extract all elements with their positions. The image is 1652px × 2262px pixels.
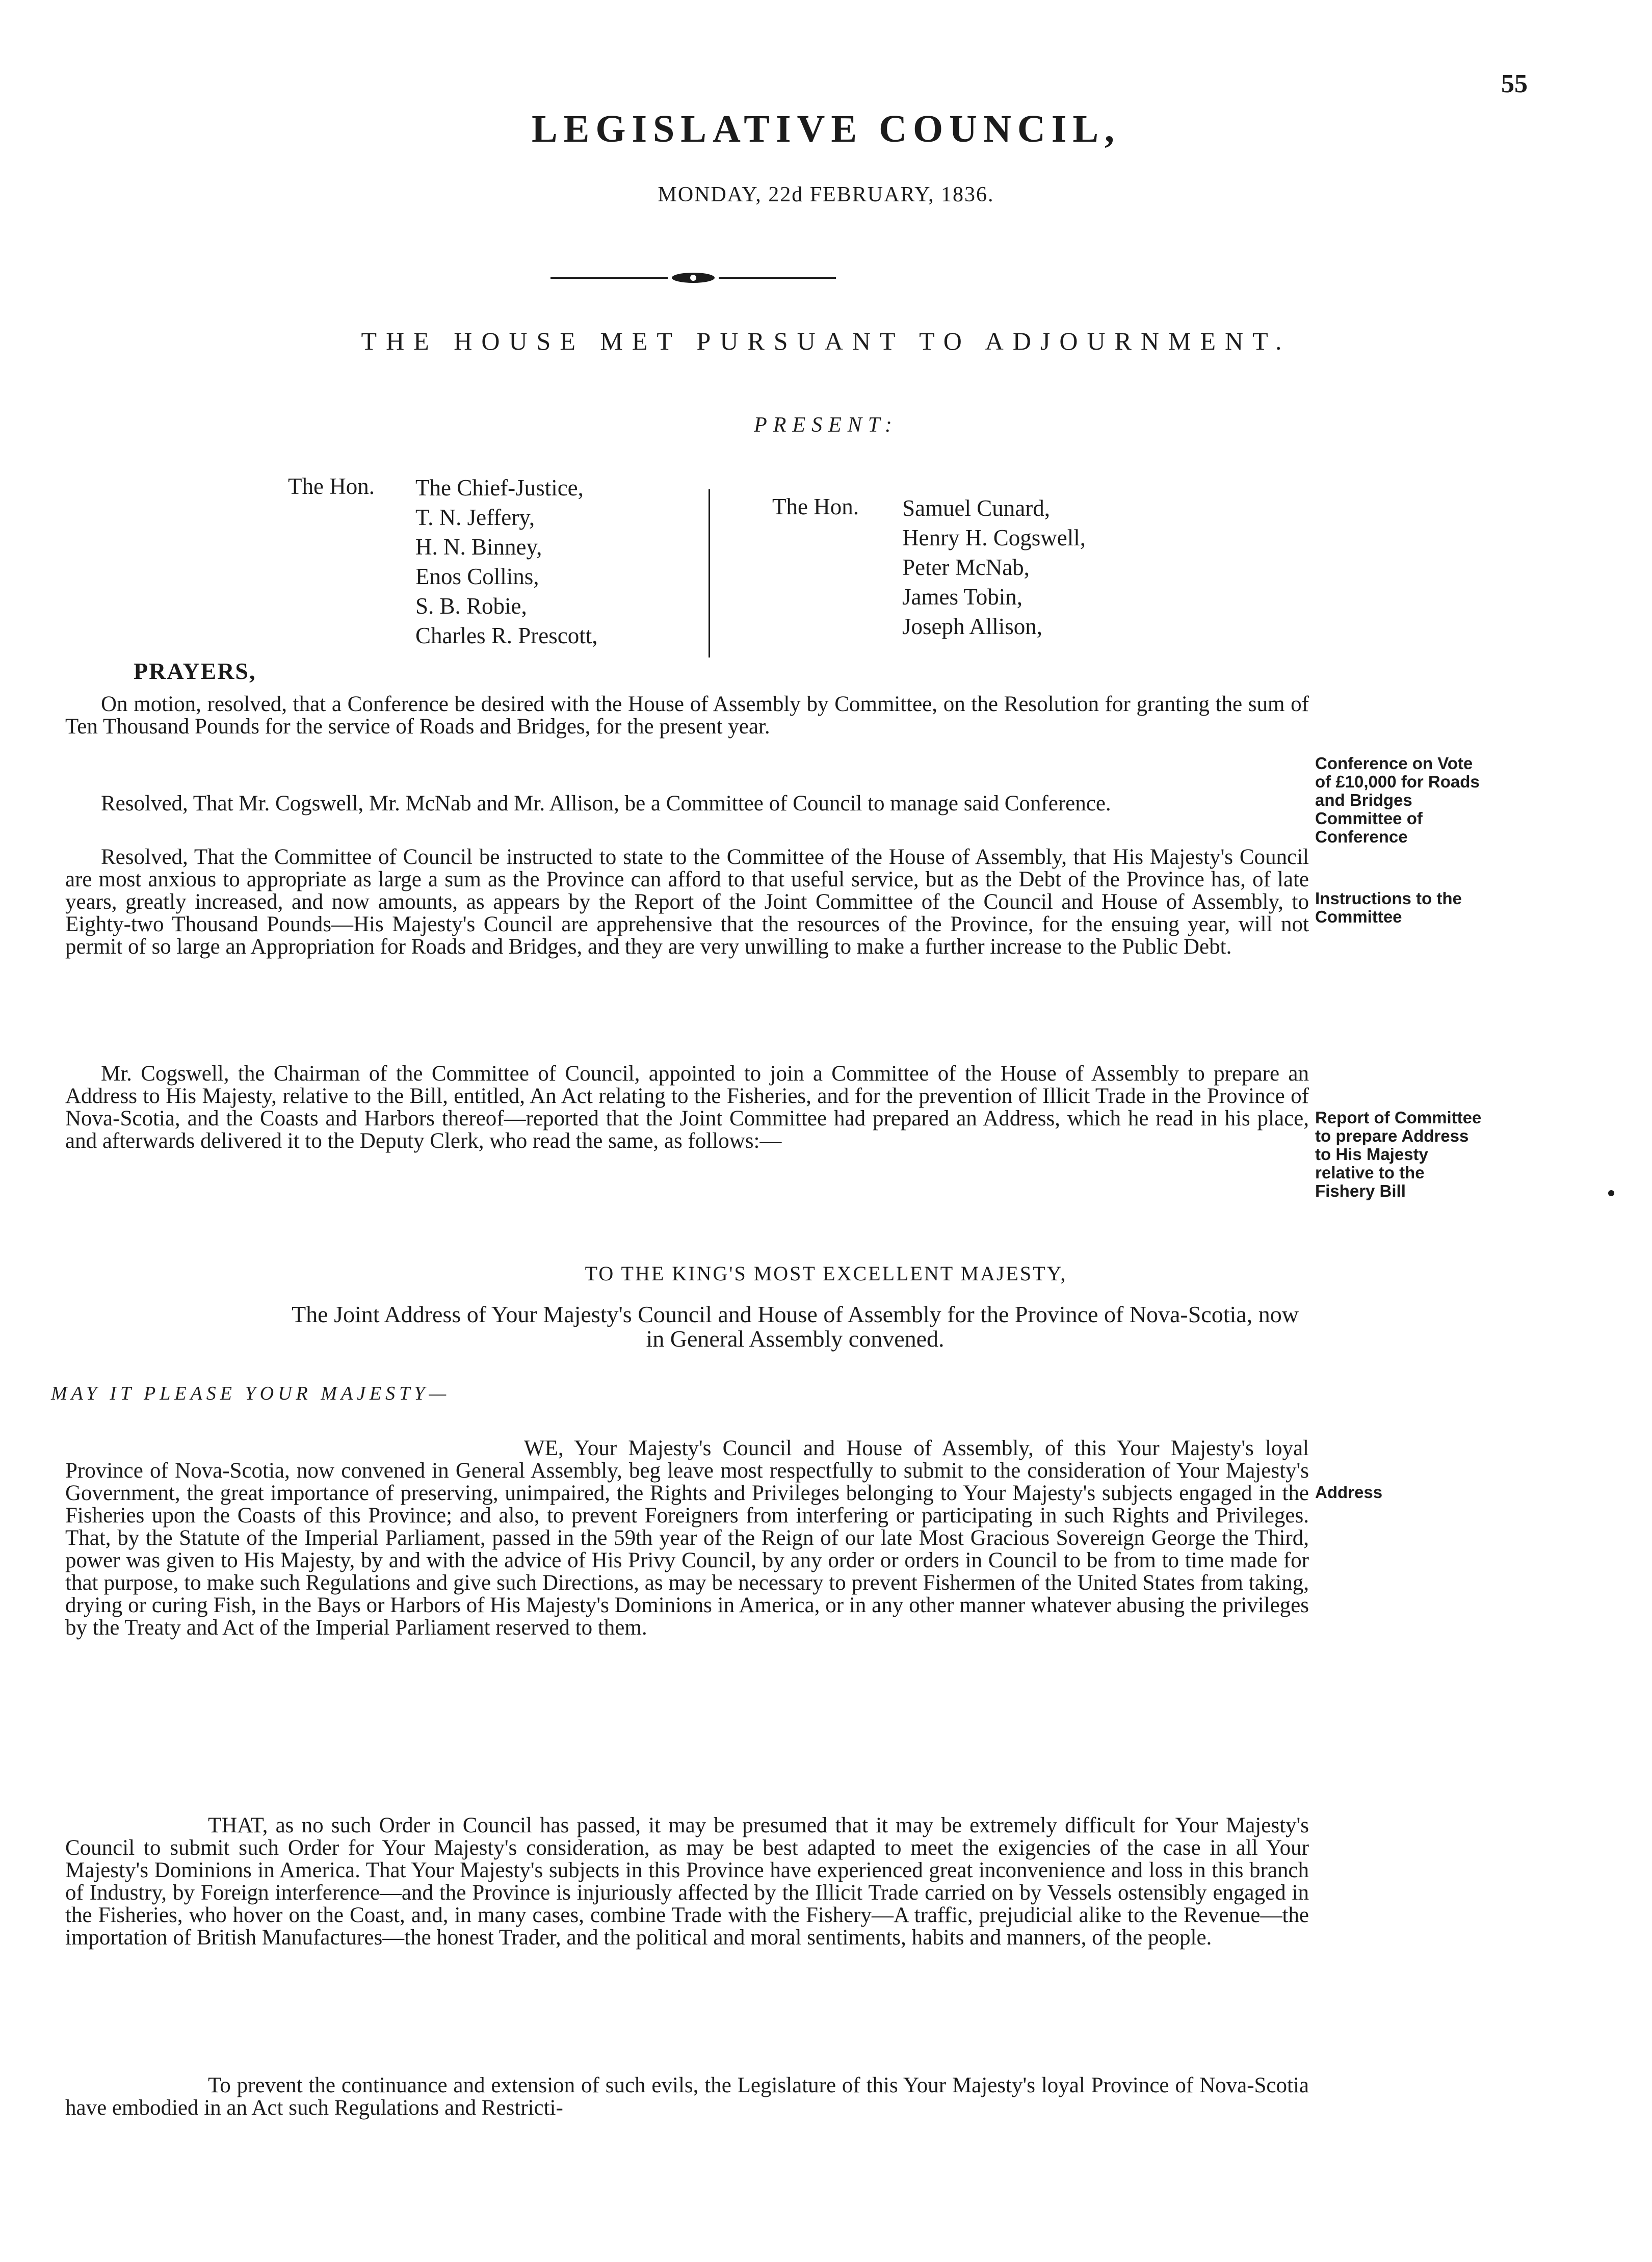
member-name: Charles R. Prescott, bbox=[415, 623, 598, 648]
margin-note-instructions: Instructions to the Committee bbox=[1315, 889, 1462, 926]
member-name: S. B. Robie, bbox=[415, 593, 527, 619]
conference-motion: On motion, resolved, that a Conference be desired with the House of Assembly by Committee, on the Resolution for granting the sum of Ten Thousand Pounds for the service of Roads and Bridges, for the present year. bbox=[65, 692, 1309, 739]
member-name: James Tobin, bbox=[902, 584, 1023, 610]
member-name: Enos Collins, bbox=[415, 564, 539, 589]
member-name: Samuel Cunard, bbox=[902, 495, 1050, 521]
margin-note-report: Report of Committee to prepare Address to His Majesty relative to the Fishery Bill bbox=[1315, 1108, 1482, 1200]
members-right-prefix: The Hon. bbox=[772, 494, 859, 519]
member-name: Henry H. Cogswell, bbox=[902, 525, 1086, 550]
member-name: T. N. Jeffery, bbox=[415, 505, 535, 530]
members-left-list bbox=[415, 473, 597, 650]
member-name: Joseph Allison, bbox=[902, 614, 1043, 639]
stray-mark bbox=[1608, 1190, 1614, 1196]
member-name: H. N. Binney, bbox=[415, 534, 542, 560]
member-name: The Chief-Justice, bbox=[415, 475, 584, 501]
council-title: LEGISLATIVE COUNCIL, bbox=[531, 108, 1121, 150]
opening-statement: THE HOUSE MET PURSUANT TO ADJOURNMENT. bbox=[361, 327, 1291, 355]
prayers-heading: PRAYERS, bbox=[134, 658, 256, 684]
present-heading: PRESENT: bbox=[754, 413, 898, 437]
committee-report: Mr. Cogswell, the Chairman of the Committee of Council, appointed to join a Committee of the House of Assembly to prepare an Address to His Majesty, relative to the Bill, entitled, An Act relating to the Fisheries, and for the prevention of Illicit Trade in the Province of Nova-Scotia, and the Coasts and Harbors thereof—reported that the Joint Committee had prepared an Address, which he read in his place, and afterwards delivered it to the Deputy Clerk, who read the same, as follows:— bbox=[65, 1062, 1309, 1153]
joint-address-title: The Joint Address of Your Majesty's Council and House of Assembly for the Province of Nova-Scotia, now in General Assembly convened. bbox=[292, 1301, 1299, 1352]
address-paragraph: THAT, as no such Order in Council has passed, it may be presumed that it may be extremely difficult for Your Majesty's Council to submit such Order for Your Majesty's consideration, as may be best adapted to meet the exigencies of the case in all Your Majesty's Dominions in America. That Your Majesty's subjects in this Province have experienced great inconvenience and loss in this branch of Industry, by Foreign interference—and the Province is injuriously affected by the Illicit Trade carried on by Vessels ostensibly engaged in the Fisheries, who hover on the Coast, and, in many cases, combine Trade with the Fishery—A traffic, prejudicial alike to the Revenue—the importation of British Manufactures—the honest Trader, and the political and moral sentiments, habits and manners, of the people. bbox=[65, 1813, 1309, 1950]
ornament-divider bbox=[550, 270, 836, 285]
members-divider bbox=[709, 489, 710, 657]
session-date: MONDAY, 22d FEBRUARY, 1836. bbox=[658, 183, 994, 206]
member-name: Peter McNab, bbox=[902, 555, 1030, 580]
members-right-list bbox=[902, 493, 1086, 641]
committee-resolution: Resolved, That Mr. Cogswell, Mr. McNab and Mr. Allison, be a Committee of Council to manage said Conference. bbox=[101, 792, 1111, 816]
address-paragraph: To prevent the continuance and extension of such evils, the Legislature of this Your Majesty's loyal Province of Nova-Scotia have embodied in an Act such Regulations and Restricti- bbox=[65, 2073, 1309, 2120]
instructions-resolution: Resolved, That the Committee of Council be instructed to state to the Committee of the House of Assembly, that His Majesty's Council are most anxious to appropriate as large a sum as the Province can afford to that useful service, but as the Debt of the Province has, of late years, greatly increased, and now amounts, as appears by the Report of the Joint Committee of the Council and House of Assembly, to Eighty-two Thousand Pounds—His Majesty's Council are apprehensive that the resources of the Province, for the ensuing year, will not permit of so large an Appropriation for Roads and Bridges, and they are very unwilling to make a further increase to the Public Debt. bbox=[65, 845, 1309, 959]
address-heading: TO THE KING'S MOST EXCELLENT MAJESTY, bbox=[585, 1262, 1067, 1285]
members-left-prefix: The Hon. bbox=[288, 474, 375, 499]
salutation: MAY IT PLEASE YOUR MAJESTY— bbox=[51, 1383, 451, 1404]
margin-note-address: Address bbox=[1315, 1483, 1383, 1502]
margin-note-conference: Conference on Vote of £10,000 for Roads and Bridges Committee of Conference bbox=[1315, 754, 1480, 846]
page-number: 55 bbox=[1501, 69, 1528, 98]
address-paragraph: WE, Your Majesty's Council and House of Assembly, of this Your Majesty's loyal Province of Nova-Scotia, now convened in General Assembly, beg leave most respectfully to submit to the consideration of Your Majesty's Government, the great importance of preserving, unimpaired, the Rights and Privileges belonging to Your Majesty's subjects engaged in the Fisheries upon the Coasts of this Province; and also, to prevent Foreigners from interfering or participating in such Rights and Privileges. That, by the Statute of the Imperial Parliament, passed in the 59th year of the Reign of our late Most Gracious Sovereign George the Third, power was given to His Majesty, by and with the advice of His Privy Council, by any order or orders in Council to be from to time made for that purpose, to make such Regulations and give such Directions, as may be necessary to prevent Fishermen of the United States from taking, drying or curing Fish, in the Bays or Harbors of His Majesty's Dominions in America, or in any other manner whatever abusing the privileges by the Treaty and Act of the Imperial Parliament reserved to them. bbox=[65, 1436, 1309, 1640]
